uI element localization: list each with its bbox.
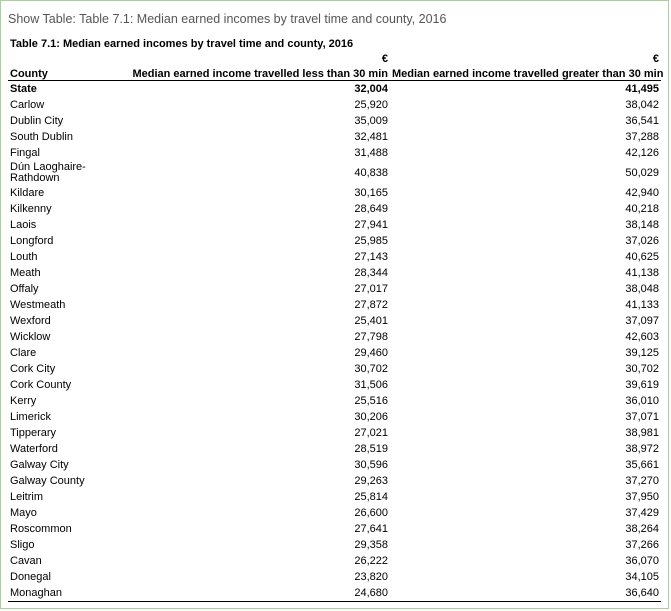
county-cell: South Dublin: [10, 130, 73, 143]
income-less-30-cell: 23,820: [354, 570, 388, 583]
income-greater-30-cell: 37,071: [625, 410, 659, 423]
table-row: [8, 409, 661, 425]
county-cell: Cork County: [10, 378, 72, 391]
county-cell: Kildare: [10, 186, 45, 199]
income-greater-30-cell: 41,495: [625, 82, 659, 95]
income-greater-30-cell: 42,603: [625, 330, 659, 343]
income-less-30-cell: 30,702: [354, 362, 388, 375]
header-less-30: Median earned income travelled less than 30 min: [132, 68, 388, 80]
table-row: [8, 377, 661, 393]
income-greater-30-cell: 36,070: [625, 554, 659, 567]
income-greater-30-cell: 38,048: [625, 282, 659, 295]
income-greater-30-cell: 50,029: [625, 166, 659, 179]
table-row: [8, 249, 661, 265]
county-cell: Galway City: [10, 458, 69, 471]
table-row: [8, 297, 661, 313]
county-cell: Wexford: [10, 314, 51, 327]
income-greater-30-cell: 35,661: [625, 458, 659, 471]
table-row: [8, 281, 661, 297]
county-cell: Dún Laoghaire-Rathdown: [10, 161, 86, 184]
income-greater-30-cell: 37,097: [625, 314, 659, 327]
income-greater-30-cell: 37,270: [625, 474, 659, 487]
income-greater-30-cell: 38,981: [625, 426, 659, 439]
income-greater-30-cell: 42,126: [625, 146, 659, 159]
county-cell: Dublin City: [10, 114, 64, 127]
income-greater-30-cell: 41,138: [625, 266, 659, 279]
table-row: [8, 145, 661, 161]
unit-row: [8, 53, 661, 65]
table-row: [8, 473, 661, 489]
income-less-30-cell: 30,165: [354, 186, 388, 199]
county-cell: Galway County: [10, 474, 85, 487]
table-row: [8, 441, 661, 457]
income-less-30-cell: 31,506: [354, 378, 388, 391]
county-cell: State: [10, 82, 37, 95]
income-less-30-cell: 25,401: [354, 314, 388, 327]
income-less-30-cell: 35,009: [354, 114, 388, 127]
unit-label-less: €: [381, 53, 388, 65]
income-less-30-cell: 27,021: [354, 426, 388, 439]
table-row: [8, 313, 661, 329]
table-row: [8, 185, 661, 201]
income-less-30-cell: 24,680: [354, 586, 388, 599]
income-less-30-cell: 29,263: [354, 474, 388, 487]
income-greater-30-cell: 38,264: [625, 522, 659, 535]
income-less-30-cell: 40,838: [354, 166, 388, 179]
table-row: [8, 505, 661, 521]
income-greater-30-cell: 42,940: [625, 186, 659, 199]
county-cell: Tipperary: [10, 426, 57, 439]
county-cell: Cavan: [10, 554, 42, 567]
table-row: [8, 393, 661, 409]
table-row: [8, 329, 661, 345]
table-row: [8, 129, 661, 145]
table-body: [8, 81, 661, 602]
income-greater-30-cell: 41,133: [625, 298, 659, 311]
table-row: [8, 233, 661, 249]
income-less-30-cell: 27,143: [354, 250, 388, 263]
income-greater-30-cell: 36,010: [625, 394, 659, 407]
table-row: [8, 425, 661, 441]
table-row: [8, 537, 661, 553]
income-greater-30-cell: 37,429: [625, 506, 659, 519]
county-cell: Offaly: [10, 282, 39, 295]
county-cell: Carlow: [10, 98, 45, 111]
table-caption: Table 7.1: Median earned incomes by travel time and county, 2016: [10, 38, 354, 50]
income-less-30-cell: 25,516: [354, 394, 388, 407]
county-cell: Westmeath: [10, 298, 66, 311]
table-row: [8, 585, 661, 602]
county-cell: Meath: [10, 266, 41, 279]
table-row: [8, 161, 661, 185]
county-cell: Roscommon: [10, 522, 72, 535]
income-less-30-cell: 31,488: [354, 146, 388, 159]
income-less-30-cell: 29,358: [354, 538, 388, 551]
table-row: [8, 569, 661, 585]
header-county: County: [10, 68, 48, 80]
county-cell: Fingal: [10, 146, 40, 159]
income-table: [8, 53, 664, 602]
county-cell: Clare: [10, 346, 37, 359]
county-cell: Mayo: [10, 506, 37, 519]
income-less-30-cell: 27,017: [354, 282, 388, 295]
unit-label-greater: €: [652, 53, 659, 65]
income-greater-30-cell: 30,702: [625, 362, 659, 375]
income-greater-30-cell: 34,105: [625, 570, 659, 583]
income-less-30-cell: 25,814: [354, 490, 388, 503]
county-cell: Louth: [10, 250, 38, 263]
income-less-30-cell: 32,481: [354, 130, 388, 143]
income-less-30-cell: 28,344: [354, 266, 388, 279]
county-cell: Kilkenny: [10, 202, 52, 215]
county-cell: Leitrim: [10, 490, 44, 503]
income-greater-30-cell: 39,619: [625, 378, 659, 391]
income-less-30-cell: 30,596: [354, 458, 388, 471]
income-less-30-cell: 27,872: [354, 298, 388, 311]
table-row: [8, 217, 661, 233]
table-row: [8, 97, 661, 113]
income-less-30-cell: 29,460: [354, 346, 388, 359]
income-greater-30-cell: 37,288: [625, 130, 659, 143]
income-less-30-cell: 25,920: [354, 98, 388, 111]
header-row: [8, 65, 661, 81]
table-container: [8, 53, 664, 602]
income-greater-30-cell: 36,541: [625, 114, 659, 127]
table-row: [8, 81, 661, 98]
county-cell: Laois: [10, 218, 37, 231]
income-less-30-cell: 26,222: [354, 554, 388, 567]
county-cell: Limerick: [10, 410, 51, 423]
table-row: [8, 201, 661, 217]
county-cell: Cork City: [10, 362, 56, 375]
income-greater-30-cell: 37,950: [625, 490, 659, 503]
income-greater-30-cell: 36,640: [625, 586, 659, 599]
income-less-30-cell: 25,985: [354, 234, 388, 247]
income-greater-30-cell: 38,042: [625, 98, 659, 111]
table-row: [8, 113, 661, 129]
income-greater-30-cell: 38,148: [625, 218, 659, 231]
income-less-30-cell: 28,519: [354, 442, 388, 455]
income-greater-30-cell: 40,218: [625, 202, 659, 215]
income-less-30-cell: 32,004: [354, 82, 388, 95]
header-greater-30: Median earned income travelled greater than 30 min: [392, 68, 664, 80]
income-less-30-cell: 27,641: [354, 522, 388, 535]
income-less-30-cell: 28,649: [354, 202, 388, 215]
income-greater-30-cell: 37,266: [625, 538, 659, 551]
income-less-30-cell: 26,600: [354, 506, 388, 519]
county-cell: Longford: [10, 234, 54, 247]
income-greater-30-cell: 38,972: [625, 442, 659, 455]
county-cell: Sligo: [10, 538, 35, 551]
income-less-30-cell: 27,798: [354, 330, 388, 343]
table-row: [8, 361, 661, 377]
income-greater-30-cell: 37,026: [625, 234, 659, 247]
panel-title[interactable]: Show Table: Table 7.1: Median earned incomes by travel time and county, 2016: [8, 12, 447, 26]
county-cell: Waterford: [10, 442, 58, 455]
income-greater-30-cell: 40,625: [625, 250, 659, 263]
table-row: [8, 521, 661, 537]
table-row: [8, 553, 661, 569]
county-cell: Kerry: [10, 394, 37, 407]
income-greater-30-cell: 39,125: [625, 346, 659, 359]
income-less-30-cell: 30,206: [354, 410, 388, 423]
table-row: [8, 457, 661, 473]
county-cell: Wicklow: [10, 330, 51, 343]
county-cell: Monaghan: [10, 586, 62, 599]
unit-spacer: [8, 53, 120, 65]
county-cell: Donegal: [10, 570, 51, 583]
table-row: [8, 489, 661, 505]
table-row: [8, 345, 661, 361]
income-less-30-cell: 27,941: [354, 218, 388, 231]
table-row: [8, 265, 661, 281]
